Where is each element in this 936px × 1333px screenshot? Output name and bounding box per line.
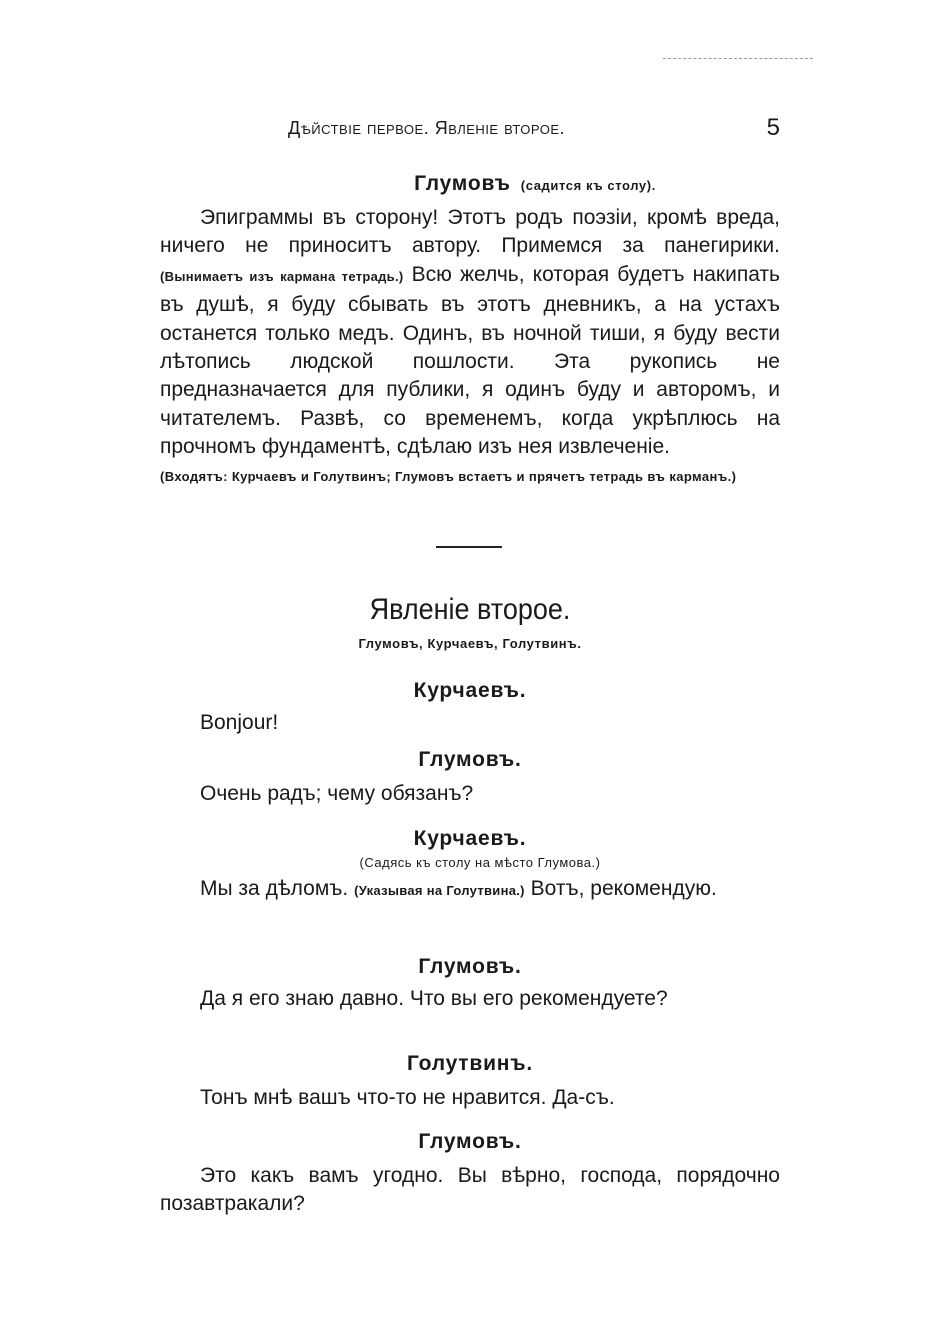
page-number: 5: [766, 114, 780, 141]
stage-direction: (Входятъ: Курчаевъ и Голутвинъ; Глумовъ встаетъ и прячетъ тетрадь въ карманъ.): [160, 468, 737, 484]
speaker-name: Курчаевъ.: [413, 827, 527, 850]
top-rule: [663, 58, 813, 59]
dialogue-glumov-3: [160, 1128, 780, 1218]
cast-list: Глумовъ, Курчаевъ, Голутвинъ.: [358, 636, 582, 651]
speaker-name: Глумовъ.: [418, 955, 522, 978]
dialogue-line: Bonjour!: [200, 711, 279, 734]
dialogue-line: Да я его знаю давно. Что вы его рекомендуете?: [200, 987, 668, 1010]
running-title: Дѣйствіе первое. Явленіе второе.: [288, 118, 566, 138]
dialogue-line: [160, 875, 780, 905]
inline-stage-direction: (Указывая на Голутвина.): [354, 883, 525, 898]
dialogue-line: Тонъ мнѣ вашъ что-то не нравится. Да-съ.: [200, 1086, 615, 1109]
speaker-name: Глумовъ.: [418, 748, 522, 771]
dialogue-line: Это какъ вамъ угодно. Вы вѣрно, господа, порядочно позавтракали?: [160, 1164, 780, 1215]
dialogue-line: Очень радъ; чему обязанъ?: [200, 782, 474, 805]
speech-text-part1: Эпиграммы въ сторону! Этотъ родъ поэзіи, кромѣ вреда, ничего не приноситъ автору. Примемся за панегирики.: [160, 206, 780, 258]
scene-title: Явленіе второе.: [369, 593, 571, 626]
speech-paragraph: [160, 204, 780, 462]
dialogue-kurchaev-2: [160, 825, 780, 905]
speaker-name: Глумовъ.: [418, 1130, 522, 1153]
speaker-name: Курчаевъ.: [413, 679, 527, 702]
running-head: [160, 114, 780, 144]
speech-glumov-1: [160, 170, 780, 490]
speaker-name: Голутвинъ.: [406, 1052, 534, 1075]
speaker-label: Глумовъ: [414, 172, 511, 195]
inline-stage-direction: (Вынимаетъ изъ кармана тетрадь.): [160, 268, 404, 284]
dialogue-text-part1: Мы за дѣломъ.: [200, 877, 355, 900]
speaker-name: [160, 170, 780, 200]
speaker-aside: (садится къ столу).: [520, 178, 656, 193]
scene-heading: [160, 592, 780, 654]
speech-text-part2: Всю желчь, которая будетъ накипать въ душѣ, я буду сбывать въ этотъ дневникъ, а на устахъ останется только медъ. Одинъ, въ ночной тиши, я буду вести лѣтопись людской пошлости. Эта рукопись не предназначается для публики, я одинъ буду и авторомъ, и читателемъ. Развѣ, со временемъ, когда укрѣплюсь на прочномъ фундаментѣ, сдѣлаю изъ нея извлеченіе.: [160, 262, 780, 459]
section-divider: [436, 546, 502, 548]
dialogue-golutvin-1: [160, 1050, 780, 1112]
dialogue-glumov-2: [160, 953, 780, 1013]
dialogue-kurchaev-1: [160, 677, 780, 737]
stage-direction: (Садясь къ столу на мѣсто Глумова.): [359, 855, 601, 870]
dialogue-glumov-1: [160, 746, 780, 808]
dialogue-text-part2: Вотъ, рекомендую.: [524, 877, 717, 900]
